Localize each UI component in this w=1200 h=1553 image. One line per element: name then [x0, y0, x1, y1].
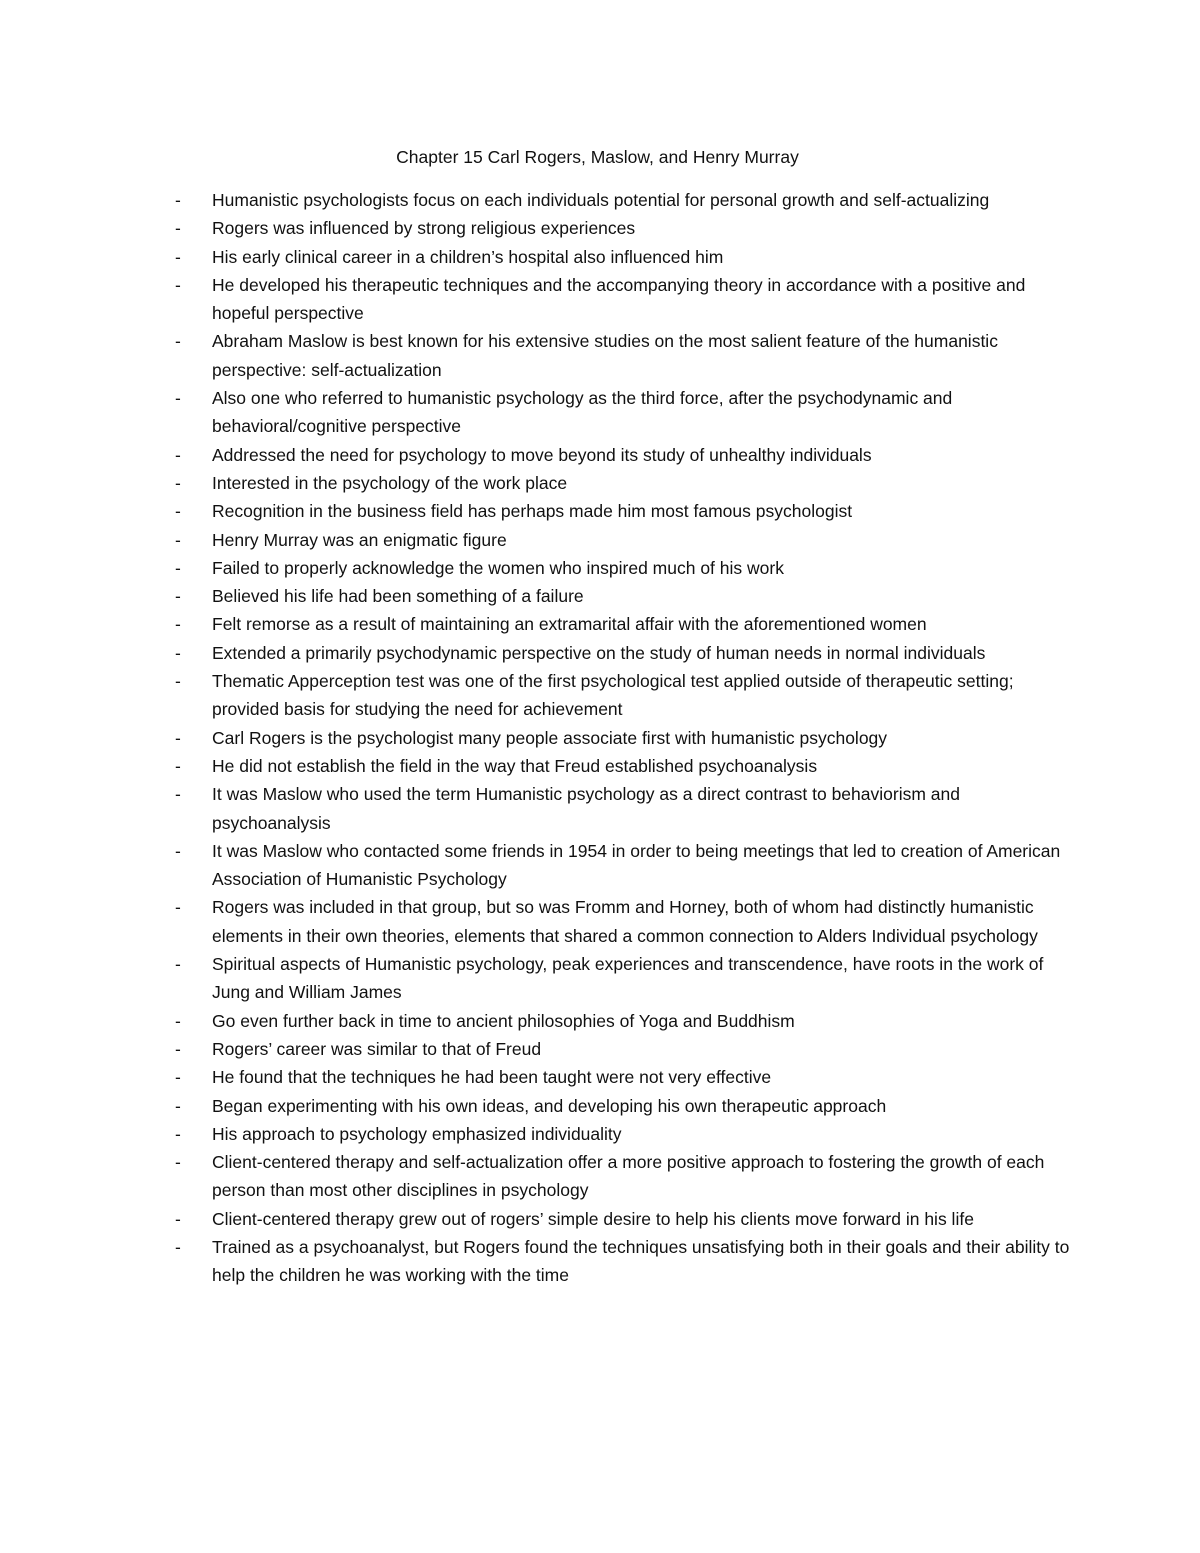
bullet-dash: -	[175, 897, 181, 918]
bullet-dash: -	[175, 331, 181, 352]
list-item	[175, 1233, 1075, 1290]
bullet-dash: -	[175, 274, 181, 295]
list-item-text: Began experimenting with his own ideas, and developing his own therapeutic approach	[212, 1095, 887, 1116]
list-item	[175, 1092, 1075, 1120]
list-item-text: Rogers’ career was similar to that of Freud	[212, 1038, 542, 1059]
bullet-dash: -	[175, 246, 181, 267]
bullet-dash: -	[175, 755, 181, 776]
bullet-dash: -	[175, 444, 181, 465]
list-item	[175, 1063, 1075, 1091]
bullet-dash: -	[175, 671, 181, 692]
bullet-dash: -	[175, 1067, 181, 1088]
bullet-dash: -	[175, 1208, 181, 1229]
list-item	[175, 1035, 1075, 1063]
list-item	[175, 384, 1075, 441]
bullet-dash: -	[175, 586, 181, 607]
list-item-text: Go even further back in time to ancient philosophies of Yoga and Buddhism	[212, 1010, 795, 1031]
list-item	[175, 526, 1075, 554]
bullet-dash: -	[175, 190, 181, 210]
list-item	[175, 780, 1075, 837]
bullet-dash: -	[175, 1095, 181, 1116]
list-item-text: Henry Murray was an enigmatic figure	[212, 529, 507, 550]
list-item-text: Abraham Maslow is best known for his extensive studies on the most salient feature of the humanistic perspective: self-actualization	[212, 331, 998, 380]
bullet-dash: -	[175, 472, 181, 493]
bullet-dash: -	[175, 614, 181, 635]
bullet-dash: -	[175, 529, 181, 550]
list-item-text: Spiritual aspects of Humanistic psychology, peak experiences and transcendence, have roots in the work of Jung and William James	[212, 954, 1044, 1003]
bullet-dash: -	[175, 727, 181, 748]
list-item	[175, 327, 1075, 384]
bullet-dash: -	[175, 1038, 181, 1059]
list-item	[175, 271, 1075, 328]
list-item	[175, 214, 1075, 242]
list-item-text: Rogers was influenced by strong religious experiences	[212, 218, 636, 239]
list-item-text: His early clinical career in a children’s hospital also influenced him	[212, 246, 724, 267]
list-item-text: Rogers was included in that group, but so was Fromm and Horney, both of whom had distinctly humanistic elements in their own theories, elements that shared a common connection to Alders Individual psychology	[212, 897, 1038, 946]
bullet-dash: -	[175, 642, 181, 663]
list-item-text: He found that the techniques he had been taught were not very effective	[212, 1067, 772, 1088]
list-item-text: Client-centered therapy grew out of rogers’ simple desire to help his clients move forward in his life	[212, 1208, 974, 1229]
list-item-text: It was Maslow who used the term Humanistic psychology as a direct contrast to behaviorism and psychoanalysis	[212, 784, 960, 833]
list-item-text: Thematic Apperception test was one of the first psychological test applied outside of therapeutic setting; provided basis for studying the need for achievement	[212, 671, 1014, 720]
list-item-text: He developed his therapeutic techniques and the accompanying theory in accordance with a positive and hopeful perspective	[212, 274, 1026, 324]
list-item	[175, 186, 1075, 214]
list-item	[175, 752, 1075, 780]
bullet-dash: -	[175, 218, 181, 239]
list-item-text: Extended a primarily psychodynamic perspective on the study of human needs in normal individuals	[212, 642, 986, 663]
list-item	[175, 724, 1075, 752]
list-item-text: Believed his life had been something of a failure	[212, 586, 584, 607]
bullet-dash: -	[175, 1236, 181, 1257]
list-item-text: It was Maslow who contacted some friends in 1954 in order to being meetings that led to creation of American Association of Humanistic Psychology	[212, 840, 1061, 890]
list-item	[175, 1148, 1075, 1205]
list-item-text: Client-centered therapy and self-actualization offer a more positive approach to fostering the growth of each person than most other disciplines in psychology	[212, 1152, 1045, 1201]
list-item	[175, 469, 1075, 497]
list-item	[175, 610, 1075, 638]
list-item-text: Interested in the psychology of the work place	[212, 472, 568, 493]
list-item-text: Recognition in the business field has perhaps made him most famous psychologist	[212, 501, 853, 522]
list-item	[175, 497, 1075, 525]
list-item	[175, 243, 1075, 271]
list-item	[175, 667, 1075, 724]
list-item-text: He did not establish the field in the way that Freud established psychoanalysis	[212, 755, 818, 776]
list-item-text: His approach to psychology emphasized individuality	[212, 1123, 622, 1144]
list-item-text: Carl Rogers is the psychologist many people associate first with humanistic psychology	[212, 727, 888, 748]
bullet-dash: -	[175, 954, 181, 975]
list-item	[175, 950, 1075, 1007]
list-item-text: Humanistic psychologists focus on each individuals potential for personal growth and self-actualizing	[212, 190, 990, 210]
list-item	[175, 441, 1075, 469]
bullet-dash: -	[175, 840, 181, 861]
bullet-dash: -	[175, 784, 181, 805]
list-item	[175, 1007, 1075, 1035]
list-item	[175, 554, 1075, 582]
list-item-text: Also one who referred to humanistic psychology as the third force, after the psychodynamic and behavioral/cognitive perspective	[212, 388, 953, 437]
list-item-text: Trained as a psychoanalyst, but Rogers found the techniques unsatisfying both in their goals and their ability to help the children he was working with the time	[212, 1236, 1070, 1286]
list-item	[175, 893, 1075, 950]
page-title: Chapter 15 Carl Rogers, Maslow, and Henry Murray	[396, 147, 799, 167]
list-item	[175, 1120, 1075, 1148]
list-item	[175, 582, 1075, 610]
bullet-dash: -	[175, 557, 181, 578]
list-item	[175, 837, 1075, 894]
bullet-dash: -	[175, 1010, 181, 1031]
bullet-dash: -	[175, 1123, 181, 1144]
list-item-text: Failed to properly acknowledge the women who inspired much of his work	[212, 557, 784, 578]
bullet-dash: -	[175, 1152, 181, 1173]
bullet-dash: -	[175, 388, 181, 409]
notes-list	[175, 186, 1075, 1290]
list-item-text: Addressed the need for psychology to move beyond its study of unhealthy individuals	[212, 444, 872, 465]
list-item-text: Felt remorse as a result of maintaining an extramarital affair with the aforementioned women	[212, 614, 927, 635]
list-item	[175, 639, 1075, 667]
bullet-dash: -	[175, 501, 181, 522]
list-item	[175, 1205, 1075, 1233]
